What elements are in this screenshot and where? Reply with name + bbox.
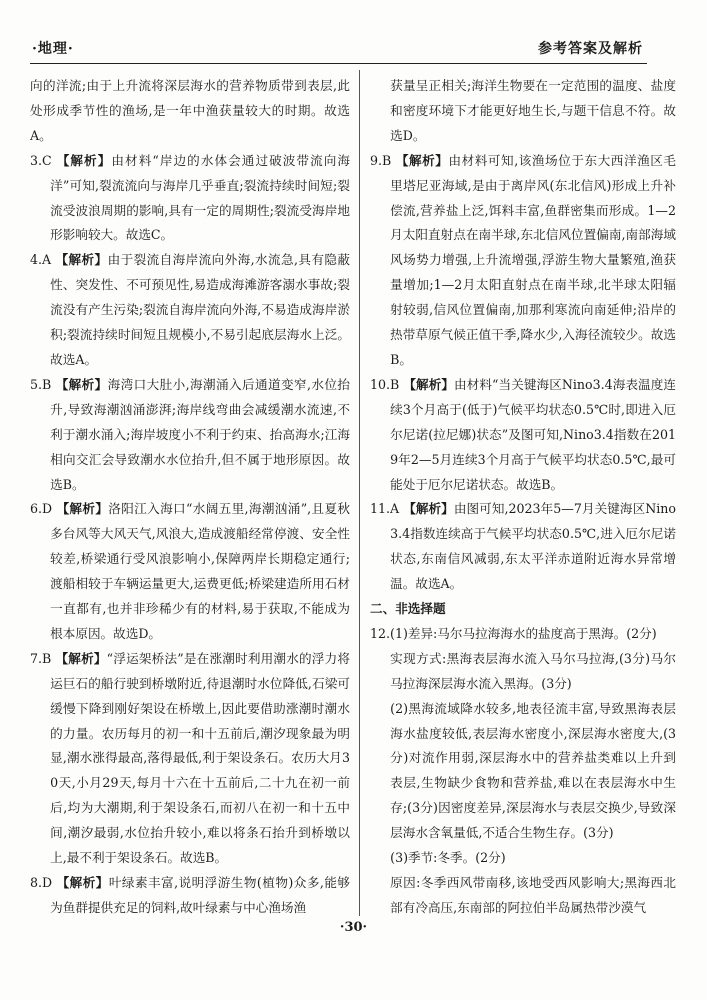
answer-number: 6.D [30,501,53,517]
answer-number: 4.A [30,252,52,268]
answer-q12-part3-reason: 原因:冬季西风带南移,该地受西风影响大;黑海西北部有冷高压,东南部的阿拉伯半岛属热带沙漠气 [390,875,676,915]
answer-number: 5.B [30,376,52,392]
analysis-tag: 【解析】 [55,252,108,268]
analysis-tag: 【解析】 [55,376,108,392]
answer-q12-part2: (2)黑海流域降水较多,地表径流丰富,导致黑海表层海水盐度较低,表层海水密度小,深层海水密度大,(3分)对流作用弱,深层海水中的营养盐类难以上升到表层,生物缺少食物和营养盐,难以在表层海水中生存;(3分)因密度差异,深层海水与表层交换少,导致深层海水含氧量低,不适合生物生存。(3分) [390,700,676,841]
answer-q8 [30,871,350,921]
answer-q6 [30,497,350,646]
answer-text: (1)差异:马尔马拉海海水的盐度高于黑海。(2分) [390,625,657,641]
section-header: 参考答案及解析 [538,41,643,57]
answer-q4 [30,248,350,373]
answer-number: 8.D [30,875,53,890]
answer-number: 7.B [30,650,52,666]
answer-number: 12. [370,625,391,641]
answer-q12-part3: (3)季节:冬季。(2分) [390,850,506,866]
analysis-tag: 【解析】 [56,152,112,168]
section-title: 二、非选择题 [370,601,446,617]
left-column [30,74,350,921]
answer-q3 [30,149,350,249]
header-rule [30,63,647,64]
answer-q12-part1 [370,622,676,647]
right-column [370,74,676,921]
answer-q5 [30,373,350,498]
answer-text: 叶绿素丰富,说明浮游生物(植物)众多,能够为鱼群提供充足的饲料,故叶绿素与中心渔场渔 [50,875,350,915]
q2-continuation: 向的洋流;由于上升流将深层海水的营养物质带到表层,此处形成季节性的渔场,是一年中渔获量较大的时期。故选A。 [30,78,350,143]
analysis-tag: 【解析】 [395,152,449,168]
answer-text: 洛阳江入海口“水阔五里,海潮汹涌”,且夏秋多台风等大风天气,风浪大,造成渡船经常停渡、安全性较差,桥梁通行受风浪影响小,保障两岸长期稳定通行;渡船相较于车辆运量更大,运费更低;桥梁建造所用石材一直都有,也并非珍稀少有的材料,易于获取,不能成为根本原因。故选D。 [50,501,350,641]
answer-number: 10.B [370,376,400,392]
analysis-tag: 【解析】 [403,376,455,392]
answer-number: 3.C [30,152,52,168]
answer-q12-part1b: 实现方式:黑海表层海水流入马尔马拉海,(3分)马尔马拉海深层海水流入黑海。(3分) [390,650,676,691]
analysis-tag: 【解析】 [56,501,109,517]
column-divider [359,70,360,916]
answer-text: 由材料“岸边的水体会通过破波带流向海洋”可知,裂流流向与海岸几乎垂直;裂流持续时间短;裂流受波浪周期的影响,具有一定的周期性;裂流受海岸地形影响较大。故选C。 [50,152,350,243]
answer-text: 由图可知,2023年5—7月关键海区Nino3.4指数连续高于气候平均状态0.5℃,进入厄尔尼诺状态,东南信风减弱,东太平洋赤道附近海水异常增温。故选A。 [390,501,676,592]
answer-number: 11.A [370,501,400,517]
analysis-tag: 【解析】 [403,501,454,517]
page-number: ·30· [339,920,368,935]
answer-text: 由于裂流自海岸流向外海,水流急,具有隐蔽性、突发性、不可预见性,易造成海滩游客溺水事故;裂流没有产生污染;裂流自海岸流向外海,不易造成海岸淤积;裂流持续时间短且规模小,不易引起底层海水上泛。故选A。 [50,252,350,367]
answer-q7 [30,647,350,871]
answer-text: 海湾口大肚小,海潮涌入后通道变窄,水位抬升,导致海潮汹涌澎湃;海岸线弯曲会减缓潮水流速,不利于潮水涌入;海岸坡度小不利于约束、抬高海水;江海相向交汇会导致潮水水位抬升,但不属于地形原因。故选B。 [50,376,350,492]
subject-header: ·地理· [32,41,74,57]
analysis-tag: 【解析】 [56,875,109,890]
answer-text: 由材料可知,该渔场位于东大西洋渔区毛里塔尼亚海域,是由于离岸风(东北信风)形成上升补偿流,营养盐上泛,饵料丰富,鱼群密集而形成。1—2月太阳直射点在南半球,东北信风位置偏南,南部海域风场势力增强,上升流增强,浮游生物大量繁殖,渔获量增加;1—2月太阳直射点在南半球,北半球太阳辐射较弱,信风位置偏南,加那利寒流向南延伸;沿岸的热带草原气候正值干季,降水少,入海径流较少。故选B。 [390,152,676,367]
analysis-tag: 【解析】 [55,650,107,666]
answer-text: “浮运架桥法”是在涨潮时利用潮水的浮力将运巨石的船行驶到桥墩附近,待退潮时水位降低,石梁可缓慢下降到刚好架设在桥墩上,因此要借助涨潮时潮水的力量。农历每月的初一和十五前后,潮汐现象最为明显,潮水涨得最高,落得最低,利于架设条石。农历大月30天,小月29天,每月十六在十五前后,二十九在初一前后,均为大潮期,利于架设条石,而初八在初一和十五中间,潮汐最弱,水位抬升较小,难以将条石抬升到桥墩以上,最不利于架设条石。故选B。 [50,650,350,866]
answer-q9 [370,149,676,373]
answer-text: 由材料“当关键海区Nino3.4海表温度连续3个月高于(低于)气候平均状态0.5℃时,即进入厄尔尼诺(拉尼娜)状态”及图可知,Nino3.4指数在2019年2—5月连续3个月高于气候平均状态0.5℃,最可能处于厄尔尼诺状态。故选B。 [390,376,676,492]
answer-number: 9.B [370,152,392,168]
q8-continuation: 获量呈正相关;海洋生物要在一定范围的温度、盐度和密度环境下才能更好地生长,与题干信息不符。故选D。 [390,78,676,143]
answer-q11 [370,497,676,597]
answer-q10 [370,373,676,498]
